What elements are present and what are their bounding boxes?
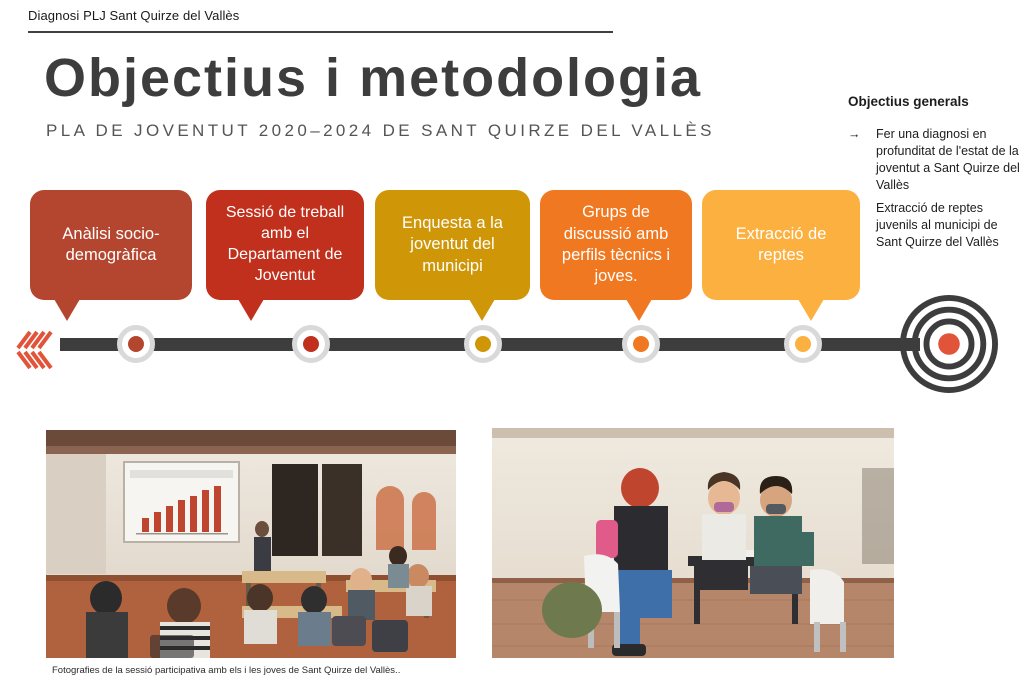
objective-text: Fer una diagnosi en profunditat de l'estat de la joventut a Sant Quirze del Vallès bbox=[876, 127, 1020, 192]
objective-item bbox=[848, 200, 1020, 251]
timeline-step-label: Enquesta a la joventut del municipi bbox=[402, 213, 503, 275]
timeline-step-label: Grups de discussió amb perfils tècnics i joves. bbox=[561, 203, 671, 286]
arrow-right-icon: → bbox=[848, 127, 861, 141]
photo-workshop-table bbox=[492, 428, 894, 658]
node-dot bbox=[128, 336, 144, 352]
photo-caption: Fotografies de la sessió participativa amb els i les joves de Sant Quirze del Vallès.. bbox=[52, 665, 401, 676]
timeline-node-5 bbox=[784, 325, 822, 363]
node-dot bbox=[795, 336, 811, 352]
photo-presentation-room bbox=[46, 430, 456, 658]
callout-tail bbox=[54, 299, 80, 321]
timeline-step-label: Sessió de treball amb el Departament de Joventut bbox=[225, 204, 345, 284]
page-title: Objectius i metodologia bbox=[44, 48, 703, 108]
timeline-step-label: Anàlisi socio-demogràfica bbox=[62, 224, 160, 264]
node-dot bbox=[303, 336, 319, 352]
node-dot bbox=[475, 336, 491, 352]
header-divider bbox=[28, 31, 613, 33]
timeline-step-4 bbox=[540, 190, 692, 300]
timeline-node-4 bbox=[622, 325, 660, 363]
timeline-step-1 bbox=[30, 190, 192, 300]
objective-text: Extracció de reptes juvenils al municipi de Sant Quirze del Vallès bbox=[876, 201, 999, 249]
timeline-step-2 bbox=[206, 190, 364, 300]
timeline-node-1 bbox=[117, 325, 155, 363]
objectives-heading: Objectius generals bbox=[848, 94, 969, 109]
target-icon bbox=[900, 295, 998, 393]
timeline-node-2 bbox=[292, 325, 330, 363]
callout-tail bbox=[238, 299, 264, 321]
header-label: Diagnosi PLJ Sant Quirze del Vallès bbox=[28, 8, 240, 23]
timeline-step-label: Extracció de reptes bbox=[735, 224, 827, 264]
timeline-node-3 bbox=[464, 325, 502, 363]
page-subtitle: PLA DE JOVENTUT 2020–2024 DE SANT QUIRZE DEL VALLÈS bbox=[46, 121, 715, 140]
timeline-step-3 bbox=[375, 190, 530, 300]
node-dot bbox=[633, 336, 649, 352]
timeline-step-5 bbox=[702, 190, 860, 300]
callout-tail bbox=[626, 299, 652, 321]
callout-tail bbox=[469, 299, 495, 321]
arrow-feather-icon bbox=[16, 320, 66, 370]
objective-item bbox=[848, 126, 1020, 194]
callout-tail bbox=[798, 299, 824, 321]
